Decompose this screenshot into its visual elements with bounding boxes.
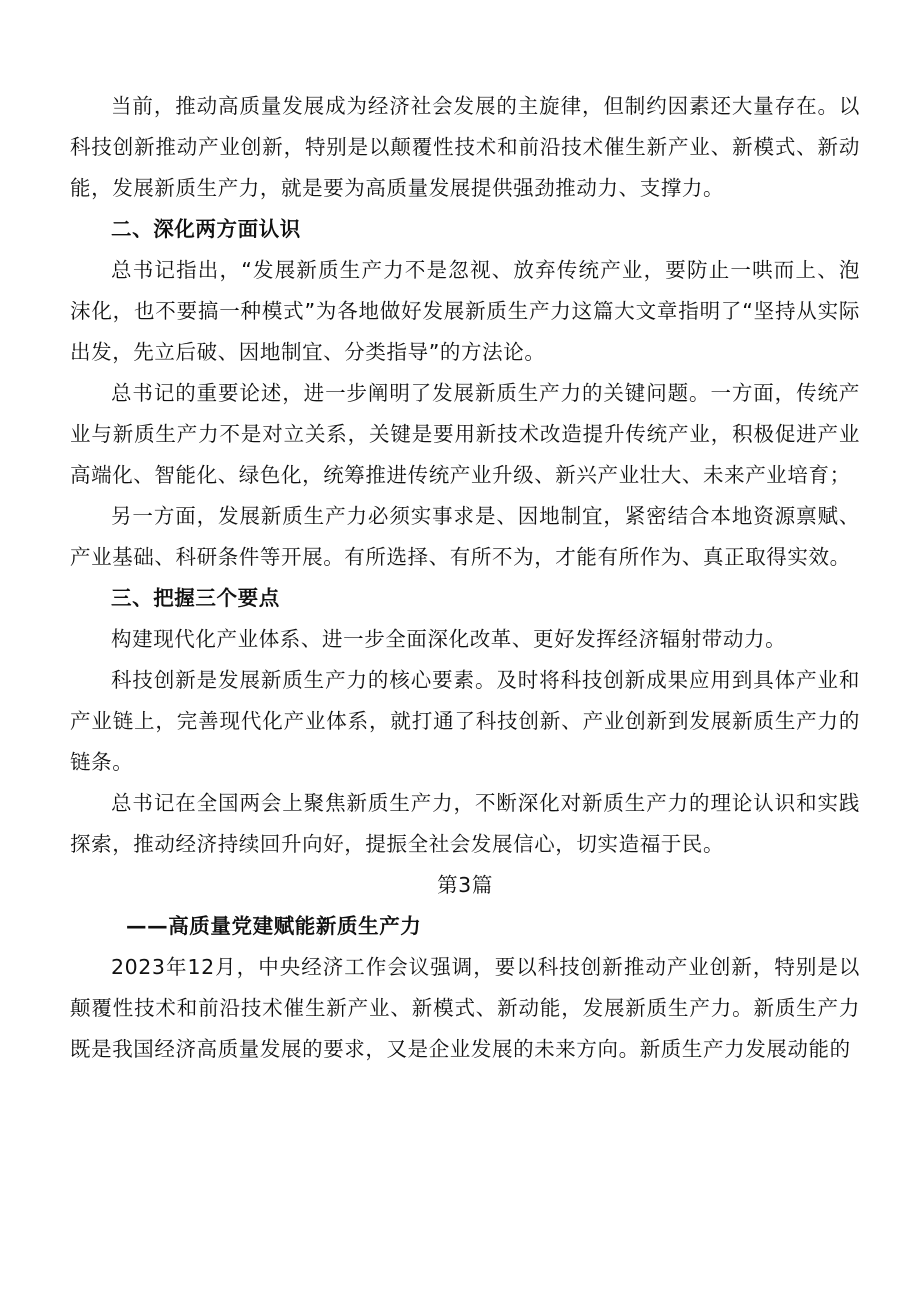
section-heading-2: 二、深化两方面认识	[111, 217, 301, 241]
paragraph-build-system: 构建现代化产业体系、进一步全面深化改革、更好发挥经济辐射带动力。	[111, 627, 787, 651]
paragraph-two-sessions: 总书记在全国两会上聚焦新质生产力，不断深化对新质生产力的理论认识和实践探索，推动经济持续回升向好，提振全社会发展信心，切实造福于民。	[70, 791, 860, 856]
paragraph-intro: 当前，推动高质量发展成为经济社会发展的主旋律，但制约因素还大量存在。以科技创新推动产业创新，特别是以颠覆性技术和前沿技术催生新产业、新模式、新动能，发展新质生产力，就是要为高质量发展提供强劲推动力、支撑力。	[70, 94, 860, 200]
paragraph-quote: 总书记指出，“发展新质生产力不是忽视、放弃传统产业，要防止一哄而上、泡沫化，也不要搞一种模式”为各地做好发展新质生产力这篇大文章指明了“坚持从实际出发，先立后破、因地制宜、分类指导”的方法论。	[70, 258, 860, 364]
paragraph-other-side: 另一方面，发展新质生产力必须实事求是、因地制宜，紧密结合本地资源禀赋、产业基础、科研条件等开展。有所选择、有所不为，才能有所作为、真正取得实效。	[70, 504, 860, 569]
paragraph-innovation: 科技创新是发展新质生产力的核心要素。及时将科技创新成果应用到具体产业和产业链上，完善现代化产业体系，就打通了科技创新、产业创新到发展新质生产力的链条。	[70, 668, 860, 774]
document-body	[70, 86, 860, 1070]
section-heading-3: 三、把握三个要点	[111, 586, 280, 610]
article-number: 第3篇	[437, 873, 493, 897]
article-subtitle: ——高质量党建赋能新质生产力	[126, 914, 422, 938]
paragraph-key-issue: 总书记的重要论述，进一步阐明了发展新质生产力的关键问题。一方面，传统产业与新质生产力不是对立关系，关键是要用新技术改造提升传统产业，积极促进产业高端化、智能化、绿色化，统筹推进传统产业升级、新兴产业壮大、未来产业培育；	[70, 381, 860, 487]
paragraph-conference: 2023年12月，中央经济工作会议强调，要以科技创新推动产业创新，特别是以颠覆性技术和前沿技术催生新产业、新模式、新动能，发展新质生产力。新质生产力既是我国经济高质量发展的要求，又是企业发展的未来方向。新质生产力发展动能的	[70, 955, 860, 1061]
